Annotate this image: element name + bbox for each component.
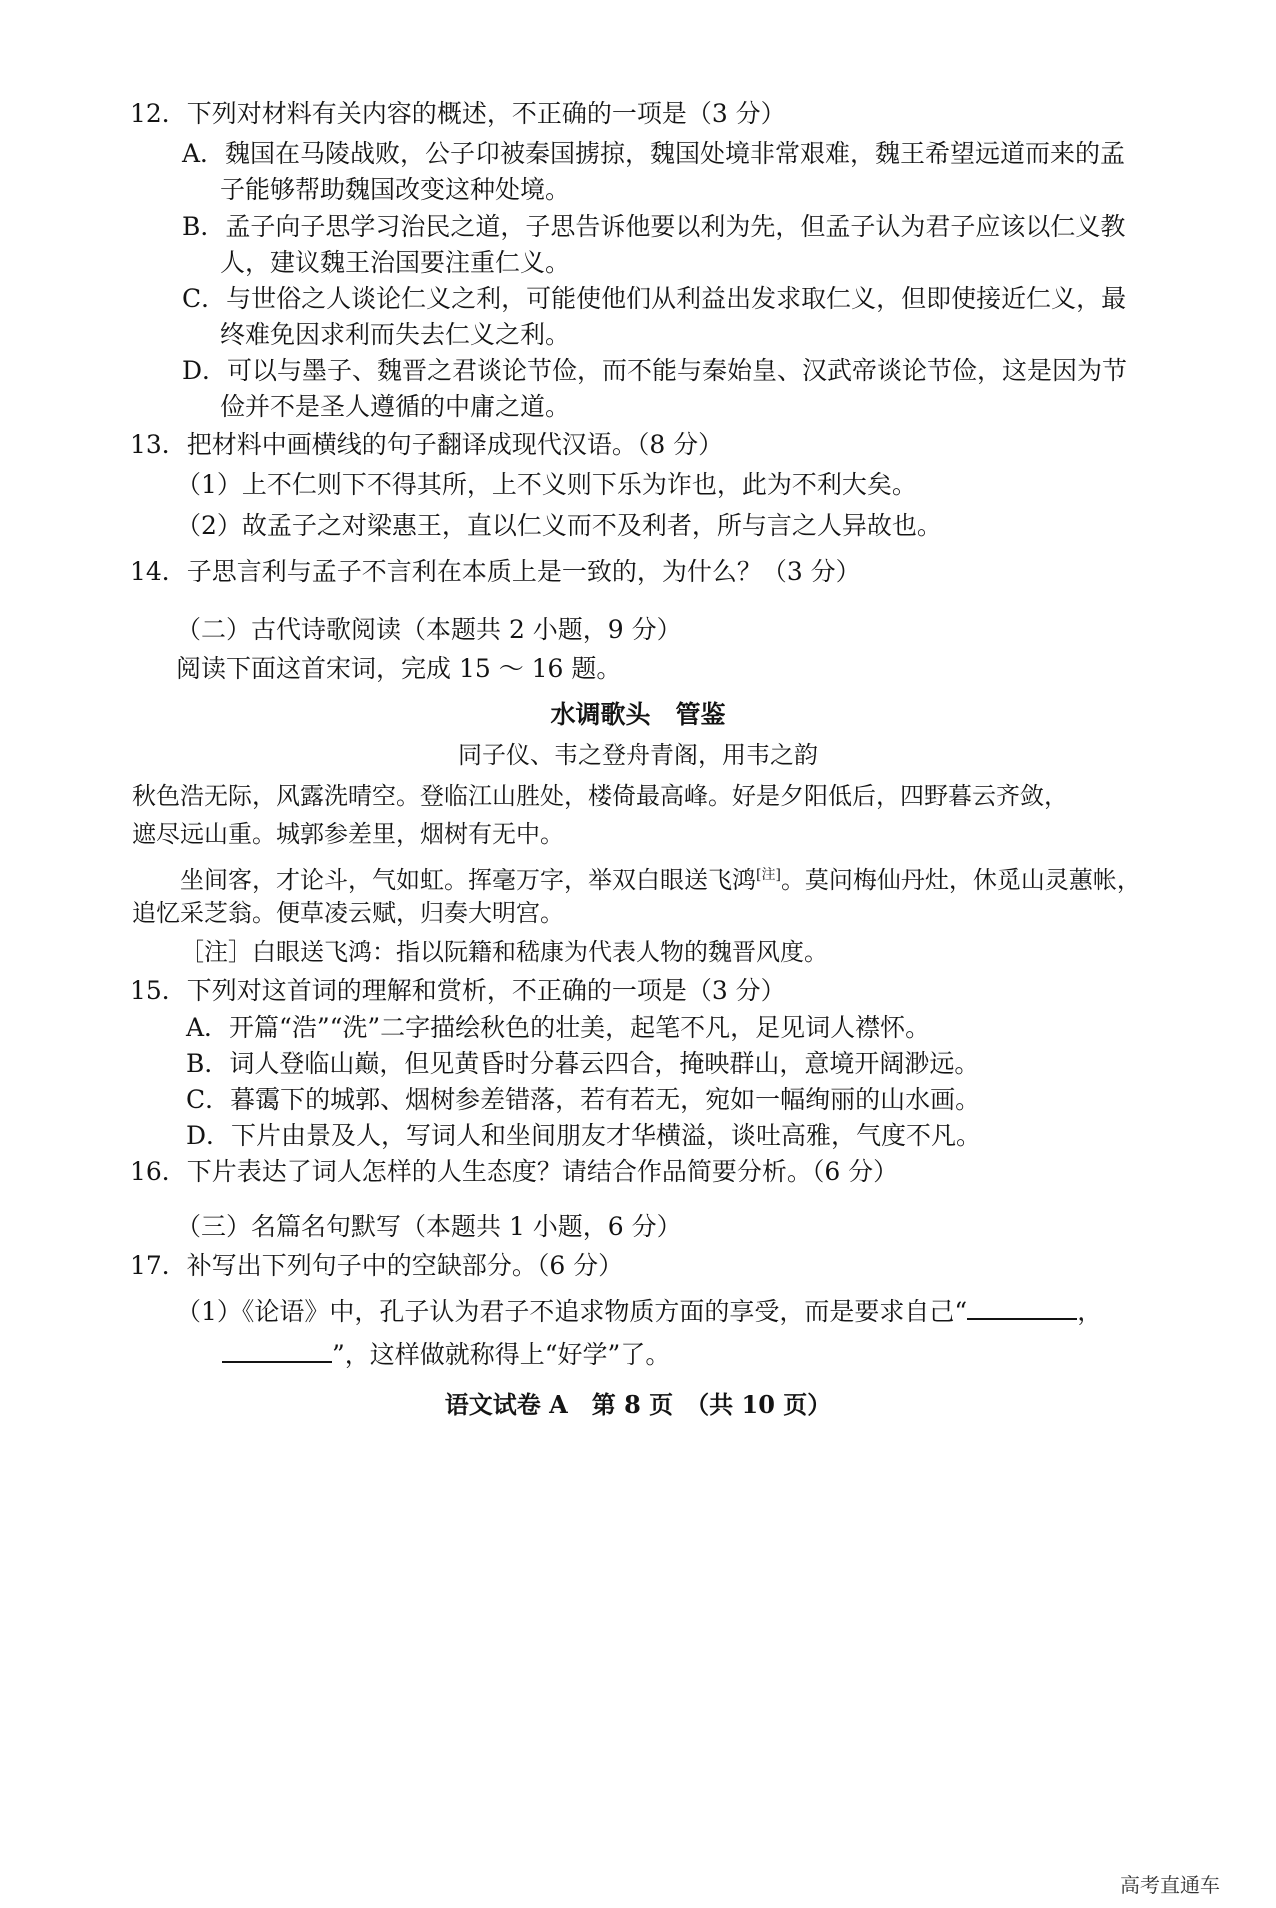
q16-stem: 16．下片表达了词人怎样的人生态度？请结合作品简要分析。（6 分）	[130, 1157, 899, 1186]
poem-line-2: 遮尽远山重。城郭参差里，烟树有无中。	[132, 820, 564, 848]
q17-sentence-1	[176, 1294, 1102, 1330]
poem-note: ［注］白眼送飞鸿：指以阮籍和嵇康为代表人物的魏晋风度。	[180, 938, 828, 966]
q17-sentence-1-comma: ，	[1077, 1297, 1103, 1326]
poem-title: 水调歌头 管鉴	[550, 700, 726, 729]
q17-sentence-1-cont	[222, 1337, 670, 1373]
q15-option-a: A．开篇“浩”“洗”二字描绘秋色的壮美，起笔不凡，足见词人襟怀。	[186, 1013, 931, 1042]
q17-sentence-1-text-a: （1）《论语》中，孔子认为君子不追求物质方面的享受，而是要求自己“	[176, 1297, 968, 1326]
q12-option-d-line2: 俭并不是圣人遵循的中庸之道。	[220, 392, 571, 421]
answer-blank-1[interactable]	[967, 1294, 1077, 1320]
q12-option-b-line1: B．孟子向子思学习治民之道，子思告诉他要以利为先，但孟子认为君子应该以仁义教	[182, 212, 1126, 241]
poem-line-3-text-a: 坐间客，才论斗，气如虹。挥毫万字，举双白眼送飞鸿	[180, 866, 756, 894]
q12-option-b-line2: 人，建议魏王治国要注重仁义。	[220, 248, 571, 277]
q15-stem: 15．下列对这首词的理解和赏析，不正确的一项是（3 分）	[130, 976, 786, 1005]
section3-heading: （三）名篇名句默写（本题共 1 小题，6 分）	[176, 1212, 682, 1241]
q17-sentence-1-text-b: ”，这样做就称得上“好学”了。	[332, 1340, 671, 1369]
q12-option-c-line1: C．与世俗之人谈论仁义之利，可能使他们从利益出发求取仁义，但即使接近仁义，最	[182, 284, 1127, 313]
q12-option-d-line1: D．可以与墨子、魏晋之君谈论节俭，而不能与秦始皇、汉武帝谈论节俭，这是因为节	[182, 356, 1128, 385]
q15-option-c: C．暮霭下的城郭、烟树参差错落，若有若无，宛如一幅绚丽的山水画。	[186, 1085, 981, 1114]
q13-sentence-2: （2）故孟子之对梁惠王，直以仁义而不及利者，所与言之人异故也。	[176, 511, 942, 540]
poem-line-4: 追忆采芝翁。便草凌云赋，归奏大明宫。	[132, 899, 564, 927]
q12-stem: 12．下列对材料有关内容的概述，不正确的一项是（3 分）	[130, 99, 786, 128]
watermark-text: 高考直通车	[1120, 1873, 1220, 1897]
poem-line-3	[180, 857, 1141, 898]
q12-option-c-line2: 终难免因求利而失去仁义之利。	[220, 320, 571, 349]
section2-instruction: 阅读下面这首宋词，完成 15 ～ 16 题。	[176, 654, 622, 683]
q17-stem: 17．补写出下列句子中的空缺部分。（6 分）	[130, 1251, 624, 1280]
q12-option-a-line2: 子能够帮助魏国改变这种处境。	[220, 175, 571, 204]
q14-stem: 14．子思言利与孟子不言利在本质上是一致的，为什么？（3 分）	[130, 557, 861, 586]
q13-sentence-1: （1）上不仁则下不得其所，上不义则下乐为诈也，此为不利大矣。	[176, 470, 917, 499]
q15-option-b: B．词人登临山巅，但见黄昏时分暮云四合，掩映群山，意境开阔渺远。	[186, 1049, 980, 1078]
section2-heading: （二）古代诗歌阅读（本题共 2 小题，9 分）	[176, 615, 682, 644]
poem-line-1: 秋色浩无际，风露洗晴空。登临江山胜处，楼倚最高峰。好是夕阳低后，四野暮云齐敛，	[132, 782, 1068, 810]
q15-option-d: D．下片由景及人，写词人和坐间朋友才华横溢，谈吐高雅，气度不凡。	[186, 1121, 982, 1150]
note-marker: [注]	[756, 867, 781, 883]
answer-blank-2[interactable]	[222, 1337, 332, 1363]
q13-stem: 13．把材料中画横线的句子翻译成现代汉语。（8 分）	[130, 430, 724, 459]
q12-option-a-line1: A．魏国在马陵战败，公子卬被秦国掳掠，魏国处境非常艰难，魏王希望远道而来的孟	[182, 139, 1126, 168]
page-footer: 语文试卷 A 第 8 页 （共 10 页）	[444, 1390, 832, 1419]
poem-line-3-text-b: 。莫问梅仙丹灶，休觅山灵蕙帐，	[780, 866, 1141, 894]
poem-preface: 同子仪、韦之登舟青阁，用韦之韵	[458, 741, 818, 769]
